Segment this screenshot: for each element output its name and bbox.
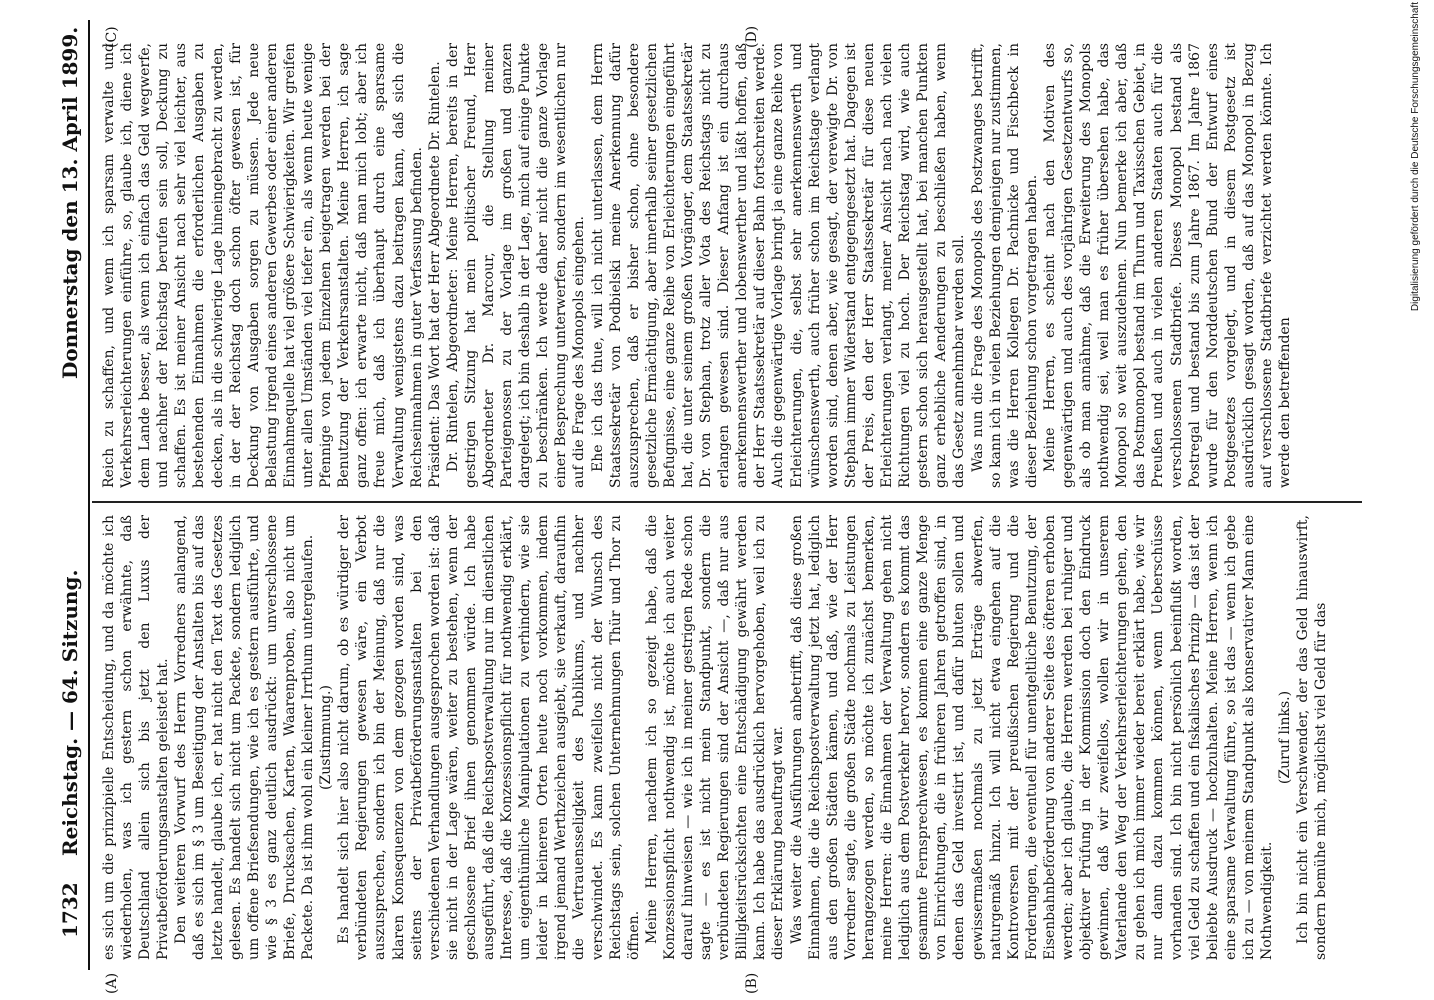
- right-paragraph: Ehe ich das thue, will ich nicht unterlassen, dem Herrn Staatssekretär von Podbielski meine Anerkennung dafür auszusprechen, daß er bisher schon, ohne besondere gesetzliche Ermächtigung, aber innerhalb seiner gesetzlichen Befugnisse, eine ganze Reihe von Erleichterungen eingeführt hat, die unter seinem großen Vorgänger, dem Staatssekretär Dr. von Stephan, trotz aller Vota des Reichstags nicht zu erlangen gewesen sind. Dieser Anfang ist ein durchaus anerkennenswerther und lobenswerther und läßt hoffen, daß der Herr Staatssekretär auf dieser Bahn fortschreiten werde. Auch die gegenwärtige Vorlage bringt ja eine ganze Reihe von Erleichterungen, die, selbst sehr anerkennenswerth und wünschenswerth, auch früher schon im Reichstage verlangt worden sind, denen aber, wie gesagt, der verewigte Dr. von Stephan immer Widerstand entgegengesetzt hat. Dagegen ist der Preis, den der Herr Staatssekretär für diese neuen Erleichterungen verlangt, meiner Ansicht nach nach vielen Richtungen viel zu hoch. Der Reichstag wird, wie auch gestern schon sich herausgestellt hat, bei manchen Punkten ganz erhebliche Aenderungen zu beschließen haben, wenn das Gesetz annehmbar werden soll.: [589, 43, 968, 488]
- page-number: 1732: [58, 882, 82, 938]
- left-paragraph: (Zustimmung.): [318, 685, 335, 790]
- left-paragraph: Meine Herren, nachdem ich so gezeigt habe, daß die Konzessionspflicht nothwendig ist, möchte ich auch weiter darauf hinweisen — wie ich in meiner gestrigen Rede schon sagte — es ist nicht mein Standpunkt, sondern die verbündeten Regierungen sind der Ansicht —, daß nur aus Billigkeitsrücksichten eine Entschädigung gewährt werden kann. Ich habe das ausdrücklich hervorgehoben, weil ich zu dieser Erklärung beauftragt war.: [643, 515, 787, 960]
- right-paragraph: Reich zu schaffen, und wenn ich sparsam verwalte und Verkehrserleichterungen einführe, so, glaube ich, diene ich dem Lande besser, als wenn ich einfach das Geld wegwerfe, und nachher der Reichstag berufen sein soll, Deckung zu schaffen. Es ist meiner Ansicht nach sehr viel leichter, aus bestehenden Einnahmen die erforderlichen Ausgaben zu decken, als in die schwierige Lage hineingebracht zu werden, in der der Reichstag doch schon öfter gewesen ist, für Deckung von Ausgaben sorgen zu müssen. Jede neue Belastung irgend eines anderen Gewerbes oder einer anderen Einnahmequelle hat viel größere Schwierigkeiten. Wir greifen unter allen Umständen viel tiefer ein, als wenn heute wenige Pfennige von jedem Einzelnen beigetragen werden bei der Benutzung der Verkehrsanstalten. Meine Herren, ich sage ganz offen: ich erwarte nicht, daß man mich lobt; aber ich freue mich, daß ich überhaupt durch eine sparsame Verwaltung wenigstens dazu beitragen kann, daß sich die Reichseinnahmen in guter Verfassung befinden.: [101, 43, 425, 488]
- margin-marker-b: (B): [744, 972, 760, 994]
- header-rule: [88, 20, 90, 970]
- right-paragraph: Dr. Rintelen, Abgeordneter: Meine Herren, bereits in der gestrigen Sitzung hat mein politischer Freund, Herr Abgeordneter Dr. Marcour, die Stellung meiner Parteigenossen zu der Vorlage im großen und ganzen dargelegt; ich bin deshalb in der Lage, mich auf einige Punkte zu beschränken. Ich werde daher nicht die ganze Vorlage einer Besprechung unterwerfen, sondern im wesentlichen nur auf die Frage des Monopols eingehen.: [444, 43, 588, 488]
- page-header: [58, 20, 86, 964]
- left-paragraph: Ich bin nicht ein Verschwender, der das Geld hinauswirft, sondern bemühe mich, möglichst viel Geld für das: [1295, 515, 1330, 960]
- left-paragraph: Den weiteren Vorwurf des Herrn Vorredners anlangend, daß es sich im § 3 um Beseitigung der Anstalten bis auf das letzte handelt, glaube ich, er hat nicht den Text des Gesetzes gelesen. Es handelt sich nicht um Packete, sondern lediglich um offene Briefsendungen, wie ich es gestern ausführte, und wie § 3 es ganz deutlich ausdrückt: um unverschlossene Briefe, Drucksachen, Karten, Waarenproben, also nicht um Packete. Da ist ihm wohl ein kleiner Irrthum untergelaufen.: [173, 515, 317, 960]
- margin-marker-c: (C): [104, 26, 120, 48]
- margin-marker-a: (A): [104, 972, 120, 994]
- left-paragraph: Was weiter die Ausführungen anbetrifft, daß diese großen Einnahmen, die die Reichspostverwaltung jetzt hat, lediglich aus den großen Städten kämen, und daß, wie der Herr Vorredner sagte, die großen Städte nochmals zu Leistungen herangezogen werden, so möchte ich zunächst bemerken, meine Herren: die Einnahmen der Verwaltung gehen nicht lediglich aus dem Postverkehr hervor, sondern es kommt das gesammte Fernsprechwesen, es kommen eine ganze Menge von Einrichtungen, die in früheren Jahren getroffen sind, in denen das Geld investirt ist, und dafür bluten sollen und gewissermaßen nochmals zu jetzt Erträge abwerfen, naturgemäß hinzu. Ich will nicht etwa eingehen auf die Kontroversen mit der preußischen Regierung und die Forderungen, die eventuell für unentgeltliche Benutzung, der Eisenbahnbeförderung von anderer Seite des öfteren erhoben werden; aber ich glaube, die Herren werden bei ruhiger und objektiver Prüfung in der Kommission doch den Eindruck gewinnen, daß wir zweifellos, wollen wir in unserem Vaterlande den Weg der Verkehrserleichterungen gehen, den zu gehen ich mich immer wieder bereit erklärt habe, wie wir nur dann dazu kommen können, wenn Ueberschüsse vorhanden sind. Ich bin nicht persönlich beeinflußt worden, viel Geld zu schaffen und ein fiskalisches Prinzip — das ist der beliebte Ausdruck — hochzuhalten. Meine Herren, wenn ich eine sparsame Verwaltung führe, so ist das — wenn ich gebe ich zu — von meinem Standpunkt als konservativer Mann eine Nothwendigkeit.: [788, 515, 1275, 960]
- header-session-title: Reichstag. — 64. Sitzung.: [58, 569, 82, 856]
- right-paragraph: Meine Herren, es scheint nach den Motiven des gegenwärtigen und auch des vorjährigen Gesetzentwurfs so, als ob man annähme, daß die Erweiterung des Monopols nothwendig sei, weil man es früher übersehen habe, das Monopol so weit auszudehnen. Nun bemerke ich aber, daß das Postmonopol bestand im Thurn und Taxisschen Gebiet, in Preußen und auch in vielen anderen Staaten auch für die verschlossenen Stadtbriefe. Dieses Monopol bestand als Postregal und bestand bis zum Jahre 1867. Im Jahre 1867 wurde für den Norddeutschen Bund der Entwurf eines Postgesetzes vorgelegt, und in diesem Postgesetz ist ausdrücklich gesagt worden, daß auf das Monopol in Bezug auf verschlossene Stadtbriefe verzichtet werden könnte. Ich werde den betreffenden: [1041, 43, 1294, 488]
- column-separator: [92, 501, 1362, 503]
- digitization-note: [1406, 0, 1428, 996]
- header-date: Donnerstag den 13. April 1899.: [58, 26, 82, 379]
- right-paragraph: Präsident: Das Wort hat der Herr Abgeordnete Dr. Rintelen.: [426, 61, 443, 488]
- left-paragraph: es sich um die prinzipielle Entscheidung, und da möchte ich wiederholen, was ich gestern schon erwähnte, daß Deutschland allein sich bis jetzt den Luxus der Privatbeförderungsanstalten geleistet hat.: [101, 515, 172, 960]
- right-text-column: [100, 43, 1362, 488]
- margin-marker-d: (D): [744, 25, 760, 48]
- right-paragraph: Was nun die Frage des Monopols des Postzwanges betrifft, so kann ich in vielen Beziehungen demjenigen nur zustimmen, was die Herren Kollegen Dr. Pachnicke und Fischbeck in dieser Beziehung schon vorgetragen haben.: [969, 43, 1040, 488]
- digitization-credit: Digitalisierung gefördert durch die Deutsche Forschungsgemeinschaft: [1410, 2, 1421, 312]
- left-paragraph: Es handelt sich hier also nicht darum, ob es würdiger der verbündeten Regierungen gewesen wäre, ein Verbot auszusprechen, sondern ich bin der Meinung, daß nur die klaren Konsequenzen von dem gezogen worden sind, was seitens der Privatbeförderungsanstalten bei den verschiedenen Verhandlungen ausgesprochen worden ist: daß sie nicht in der Lage wären, weiter zu bestehen, wenn der geschlossene Brief ihnen genommen würde. Ich habe ausgeführt, daß die Reichspostverwaltung nur im dienstlichen Interesse, daß die Konzessionspflicht für nothwendig erklärt, um eigenthümliche Manipulationen zu verhindern, wie sie leider in kleineren Orten heute noch vorkommen, indem irgend jemand Werthzeichen ausgiebt, sie verkauft, daraufhin die Vertrauensseligkeit des Publikums, und nachher verschwindet. Es kann zweifellos nicht der Wunsch des Reichstags sein, solchen Unternehmungen Thür und Thor zu öffnen.: [336, 515, 642, 960]
- left-text-column: [100, 515, 1362, 960]
- left-paragraph: (Zuruf links.): [1277, 690, 1294, 785]
